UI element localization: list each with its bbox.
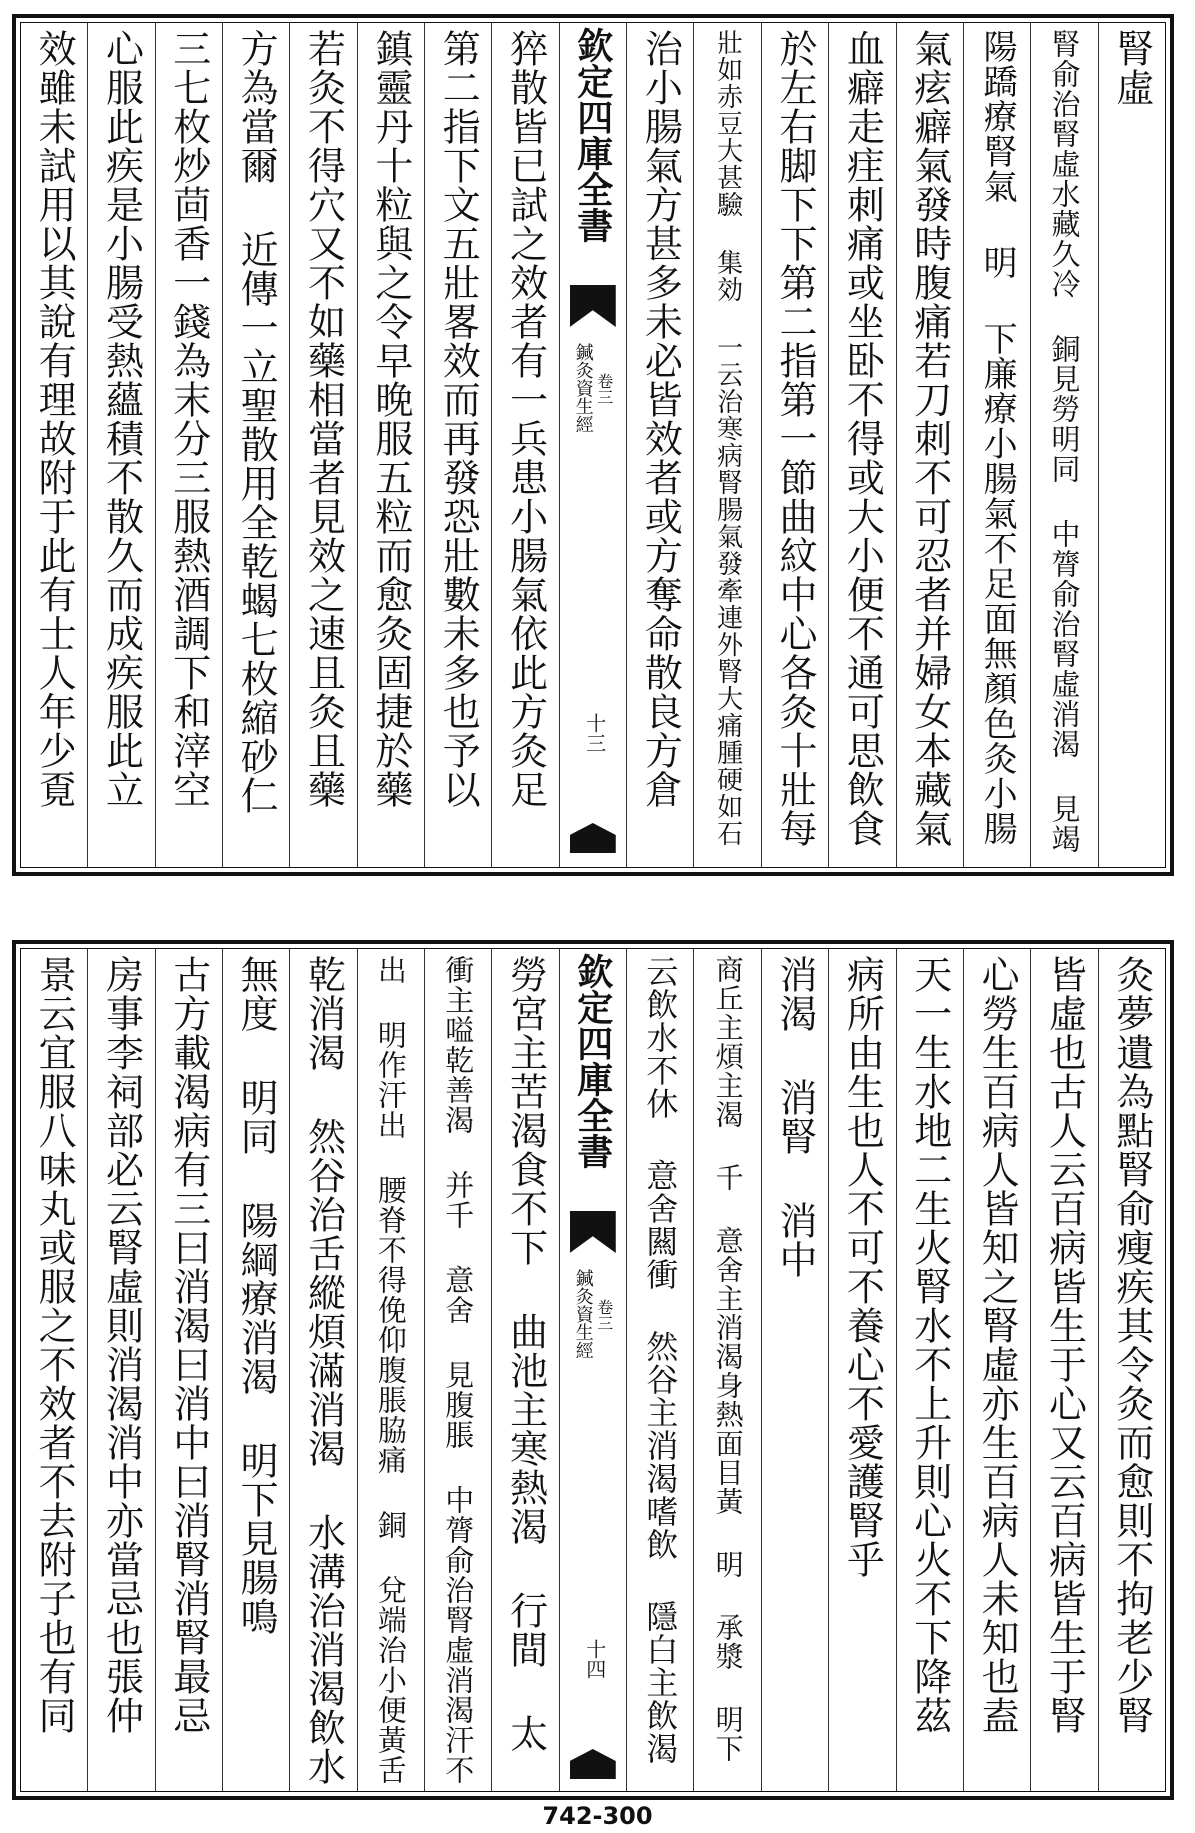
text-column — [896, 949, 963, 1791]
column-text: 云飲水不休 意舍闗衝 然谷主消渴嗜飲 隱白主飲渴 — [641, 955, 680, 1765]
column-text: 第二指下文五壯畧效而再發恐壯數未多也予以 — [436, 29, 481, 809]
text-column — [289, 949, 356, 1791]
text-column — [761, 949, 828, 1791]
page-footer-number: 742-300 — [542, 1802, 653, 1830]
book-title: 鍼灸資生經 — [572, 343, 594, 433]
column-text: 古方載渴病有三曰消渴曰消中曰消腎消腎最忌 — [166, 955, 211, 1735]
text-column — [357, 23, 424, 867]
text-column — [963, 23, 1030, 867]
text-column — [491, 23, 558, 867]
column-text: 消渴 消腎 消中 — [773, 955, 818, 1279]
column-text: 壯如赤豆大甚驗 集効 一云治寒病腎腸氣發牽連外腎大痛腫硬如石 — [712, 29, 743, 847]
column-text: 衝主嗌乾善渴 并千 意舍 見腹脹 中膂俞治腎虛消渴汗不 — [441, 955, 476, 1785]
column-text: 腎俞治腎虛水藏久冷 銅見勞明同 中膂俞治腎虛消渴 見竭 — [1047, 29, 1082, 854]
text-column — [1098, 949, 1165, 1791]
column-text: 勞宮主苦渴食不下 曲池主寒熱渴 行間 太 — [503, 955, 548, 1753]
text-column — [626, 23, 693, 867]
text-column — [87, 949, 154, 1791]
column-text: 腎虛 — [1109, 29, 1154, 107]
book-title: 鍼灸資生經 — [572, 1269, 594, 1359]
text-column — [87, 23, 154, 867]
page-number: 十四 — [582, 1639, 607, 1679]
column-text: 陽蹻療腎氣 明 下廉療小腸氣不足面無顏色灸小腸 — [977, 29, 1018, 846]
column-text: 猝散皆已試之效者有一兵患小腸氣依此方灸足 — [503, 29, 548, 809]
text-column — [155, 949, 222, 1791]
text-column — [491, 949, 558, 1791]
column-text: 乾消渴 然谷治舌縱煩滿消渴 水溝治消渴飲水 — [301, 955, 346, 1786]
column-text: 若灸不得穴又不如藥相當者見效之速且灸且藥 — [301, 29, 346, 809]
text-column — [21, 949, 87, 1791]
column-text: 天一生水地二生火腎水不上升則心火不下降茲 — [907, 955, 952, 1735]
column-text: 於左右脚下下第二指第一節曲紋中心各灸十壯每 — [773, 29, 818, 848]
column-text: 無度 明同 陽綱療消渴 明下見腸鳴 — [234, 955, 279, 1636]
text-column — [828, 949, 895, 1791]
collection-title: 欽定四庫全書 — [571, 27, 614, 243]
text-column — [357, 949, 424, 1791]
text-column — [693, 949, 760, 1791]
text-column — [963, 949, 1030, 1791]
fish-tail-bottom-mark-icon — [570, 823, 616, 853]
collection-title: 欽定四庫全書 — [571, 953, 614, 1169]
top-page — [12, 14, 1174, 876]
text-column — [21, 23, 87, 867]
column-text: 氣痃癖氣發時腹痛若刀刺不可忍者并婦女本藏氣 — [907, 29, 952, 848]
column-text: 效雖未試用以其說有理故附于此有士人年少覔 — [32, 29, 77, 809]
column-text: 血癖走疰刺痛或坐卧不得或大小便不通可思飲食 — [840, 29, 885, 848]
center-margin-column — [559, 23, 626, 867]
column-text: 商丘主煩主渴 千 意舍主消渴身熱面目黃 明 承漿 明下 — [711, 955, 745, 1763]
text-column — [155, 23, 222, 867]
volume-label: 卷三 — [594, 373, 614, 405]
column-text: 皆虛也古人云百病皆生于心又云百病皆生于腎 — [1042, 955, 1087, 1735]
column-text: 出 明作汗出 腰脊不得俛仰腹脹脇痛 銅 兌端治小便黃舌 — [373, 955, 408, 1785]
volume-label: 卷三 — [594, 1299, 614, 1331]
column-text: 三七枚炒茴香一錢為末分三服熱酒調下和滓空 — [166, 29, 211, 809]
bottom-page-columns — [20, 948, 1166, 1792]
text-column — [289, 23, 356, 867]
text-column — [1030, 23, 1097, 867]
text-column — [626, 949, 693, 1791]
column-text: 病所由生也人不可不養心不愛護腎乎 — [840, 955, 885, 1579]
text-column — [1098, 23, 1165, 867]
text-column — [896, 23, 963, 867]
column-text: 心服此疾是小腸受熱蘊積不散久而成疾服此立 — [99, 29, 144, 809]
text-column — [761, 23, 828, 867]
center-margin-column — [559, 949, 626, 1791]
fish-tail-mark-icon — [570, 1211, 616, 1253]
column-text: 灸夢遺為點腎俞瘦疾其令灸而愈則不拘老少腎 — [1109, 955, 1154, 1735]
top-page-columns — [20, 22, 1166, 868]
text-column — [1030, 949, 1097, 1791]
text-column — [424, 949, 491, 1791]
text-column — [424, 23, 491, 867]
text-column — [222, 949, 289, 1791]
column-text: 方為當爾 近傳一立聖散用全乾蝎七枚縮砂仁 — [234, 29, 279, 815]
column-text: 治小腸氣方甚多未必皆效者或方奪命散良方倉 — [638, 29, 683, 809]
column-text: 心勞生百病人皆知之腎虛亦生百病人未知也盍 — [975, 955, 1020, 1735]
column-text: 房事李祠部必云腎虛則消渴消中亦當忌也張仲 — [99, 955, 144, 1735]
column-text: 景云宜服八味丸或服之不效者不去附子也有同 — [32, 955, 77, 1735]
column-text: 鎮靈丹十粒與之令早晚服五粒而愈灸固捷於藥 — [368, 29, 413, 809]
text-column — [828, 23, 895, 867]
page-number: 十三 — [582, 713, 607, 753]
fish-tail-mark-icon — [570, 285, 616, 327]
text-column — [222, 23, 289, 867]
bottom-page — [12, 940, 1174, 1800]
fish-tail-bottom-mark-icon — [570, 1749, 616, 1779]
text-column — [693, 23, 760, 867]
